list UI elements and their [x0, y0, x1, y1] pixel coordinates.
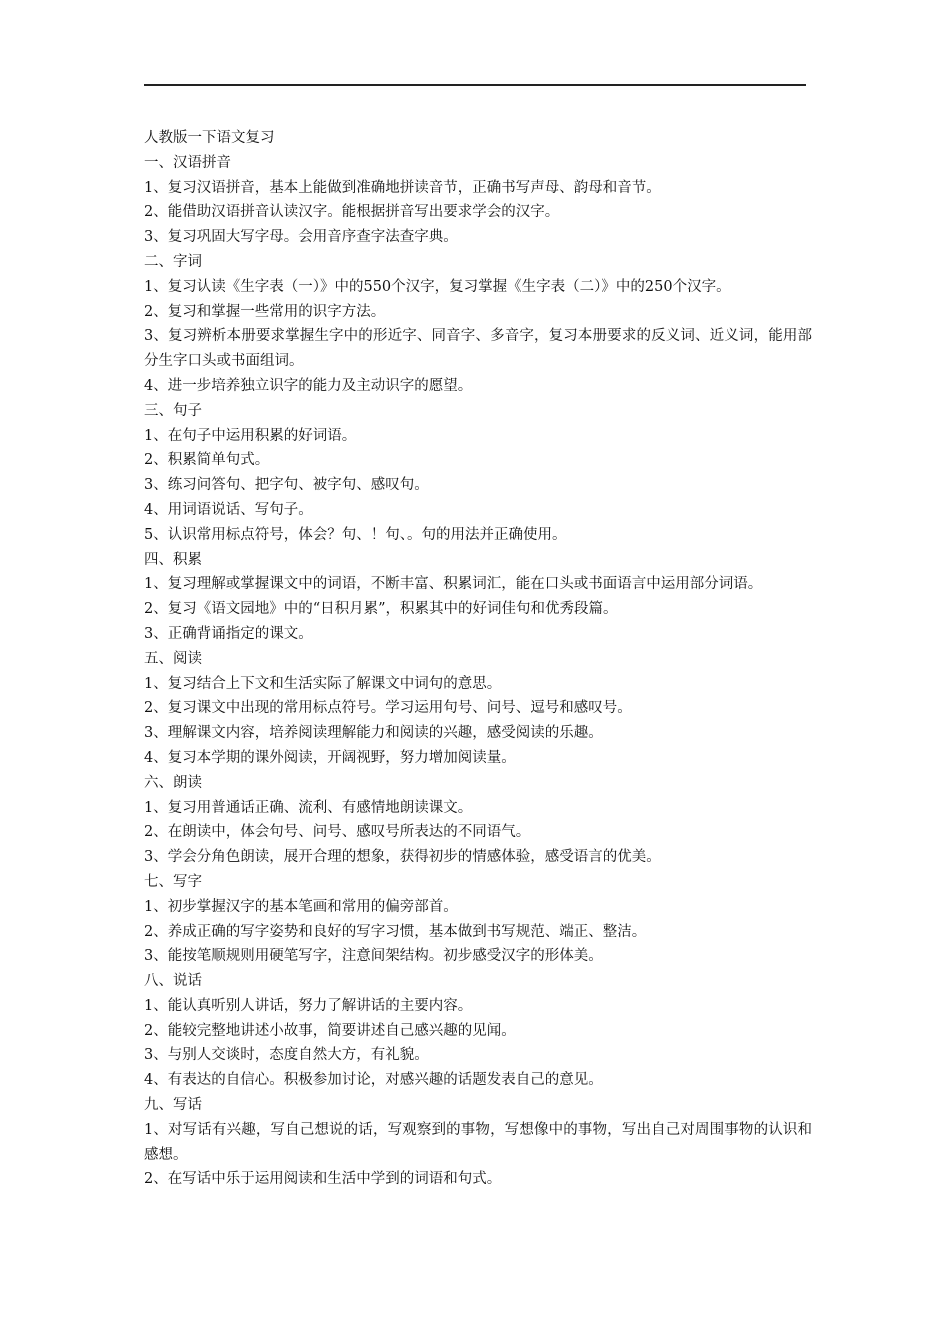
list-item: 3、与别人交谈时，态度自然大方，有礼貌。 [144, 1047, 429, 1064]
list-item: 3、复习辨析本册要求掌握生字中的形近字、同音字、多音字，复习本册要求的反义词、近义词，能用部分生字口头或书面组词。 [144, 328, 812, 370]
list-item: 2、复习和掌握一些常用的识字方法。 [144, 303, 386, 320]
header-rule [144, 84, 806, 86]
list-item: 2、养成正确的写字姿势和良好的写字习惯，基本做到书写规范、端正、整洁。 [144, 923, 647, 940]
list-item: 1、对写话有兴趣，写自己想说的话，写观察到的事物，写想像中的事物，写出自己对周围事物的认识和感想。 [144, 1121, 812, 1163]
list-item: 4、复习本学期的课外阅读，开阔视野，努力增加阅读量。 [144, 749, 516, 766]
list-item: 2、在写话中乐于运用阅读和生活中学到的词语和句式。 [144, 1171, 502, 1188]
section-heading: 五、阅读 [144, 650, 202, 667]
list-item: 1、复习汉语拼音，基本上能做到准确地拼读音节，正确书写声母、韵母和音节。 [144, 179, 661, 196]
list-item: 2、复习课文中出现的常用标点符号。学习运用句号、问号、逗号和感叹号。 [144, 700, 632, 717]
section-heading: 八、说话 [144, 973, 202, 990]
list-item: 1、复习结合上下文和生活实际了解课文中词句的意思。 [144, 675, 502, 692]
list-item: 1、在句子中运用积累的好词语。 [144, 427, 357, 444]
document-title: 人教版一下语文复习 [144, 130, 275, 146]
section-heading: 三、句子 [144, 402, 202, 419]
list-item: 1、初步掌握汉字的基本笔画和常用的偏旁部首。 [144, 898, 458, 915]
list-item: 3、复习巩固大写字母。会用音序查字法查字典。 [144, 229, 458, 246]
list-item: 2、能借助汉语拼音认读汉字。能根据拼音写出要求学会的汉字。 [144, 204, 560, 221]
list-item: 3、练习问答句、把字句、被字句、感叹句。 [144, 477, 429, 494]
list-item: 2、在朗读中，体会句号、问号、感叹号所表达的不同语气。 [144, 824, 531, 841]
section-heading: 七、写字 [144, 873, 202, 890]
list-item: 2、积累简单句式。 [144, 452, 270, 469]
list-item: 4、用词语说话、写句子。 [144, 501, 313, 518]
list-item: 1、能认真听别人讲话，努力了解讲话的主要内容。 [144, 997, 473, 1014]
list-item: 1、复习认读《生字表（一）》中的550个汉字，复习掌握《生字表（二）》中的250个汉字。 [144, 278, 731, 295]
section-heading: 四、积累 [144, 551, 202, 568]
document-body [144, 126, 812, 1192]
list-item: 4、进一步培养独立识字的能力及主动识字的愿望。 [144, 377, 473, 394]
list-item: 1、复习理解或掌握课文中的词语，不断丰富、积累词汇，能在口头或书面语言中运用部分词语。 [144, 576, 763, 593]
list-item: 3、正确背诵指定的课文。 [144, 625, 313, 642]
list-item: 1、复习用普通话正确、流利、有感情地朗读课文。 [144, 799, 473, 816]
list-item: 4、有表达的自信心。积极参加讨论，对感兴趣的话题发表自己的意见。 [144, 1072, 603, 1089]
section-heading: 六、朗读 [144, 774, 202, 791]
list-item: 5、认识常用标点符号，体会？句、！句、。句的用法并正确使用。 [144, 526, 567, 543]
list-item: 3、理解课文内容，培养阅读理解能力和阅读的兴趣，感受阅读的乐趣。 [144, 725, 603, 742]
list-item: 3、学会分角色朗读，展开合理的想象，获得初步的情感体验，感受语言的优美。 [144, 849, 661, 866]
list-item: 3、能按笔顺规则用硬笔写字，注意间架结构。初步感受汉字的形体美。 [144, 948, 603, 965]
list-item: 2、复习《语文园地》中的“日积月累”，积累其中的好词佳句和优秀段篇。 [144, 601, 618, 618]
list-item: 2、能较完整地讲述小故事，简要讲述自己感兴趣的见闻。 [144, 1022, 516, 1039]
section-heading: 九、写话 [144, 1097, 202, 1114]
section-heading: 一、汉语拼音 [144, 154, 231, 171]
section-heading: 二、字词 [144, 253, 202, 270]
